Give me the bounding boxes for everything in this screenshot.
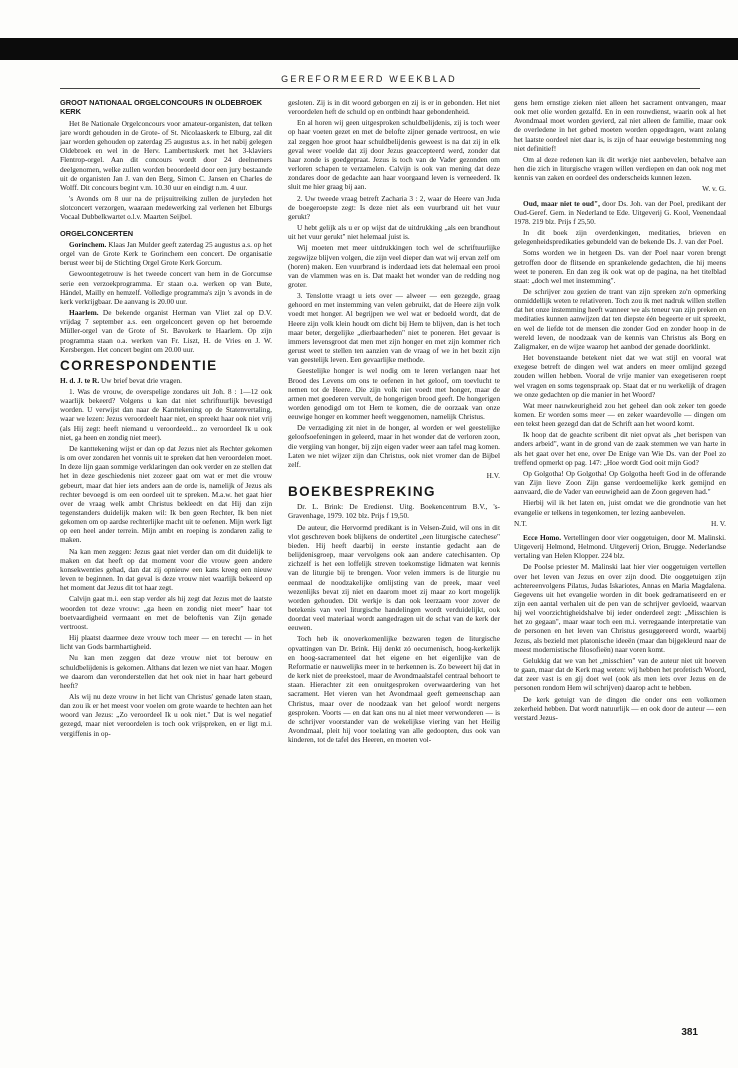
paragraph: 1. Was de vrouw, de overspelige zondares uit Joh. 8 : 1—12 ook waarlijk bekeerd? Volgens u kan dat niet schriftuurlijk bevestigd worden. U verwijst dan naar de Kanttekening op de Statenvertaling, waar we lezen: Jezus veroordeelt haar niet, en spreekt haar ook niet vrij (als Hij zegt: heeft niemand u veroordeeld... zo veroordeel Ik u ook niet, ga heen en zondig niet meer). (60, 386, 272, 442)
header-rule (60, 88, 700, 89)
column-3 (514, 98, 726, 1018)
paragraph: Gelukkig dat we van het „misschien" van de auteur niet uit hoeven te gaan, maar dat de Kerk mag weten: wij hebben het profetisch Woord, dat zeer vast is en gij doet wel (ook als men iets over Jezus en de personen rondom Hem wil schrijven) daarop acht te hebben. (514, 655, 726, 693)
paragraph: Na kan men zeggen: Jezus gaat niet verder dan om dit duidelijk te maken en dat heeft op dat moment voor die vrouw geen andere konsekwenties gehad, dan dat zij opnieuw een kans kreeg een nieuw leven te beginnen. In dat geval is deze vrouw niet waarlijk bekeerd op het moment dat Jezus dit tot haar zegt. (60, 546, 272, 593)
paragraph: De schrijver zou gezien de trant van zijn spreken zo'n opmerking onmiddellijk weten te relativeren. Toch zou ik met nadruk willen stellen dat het onze instemming heeft wanneer we als teneur van zijn preken en meditaties kunnen aanwijzen dat ten diepste één begeerte er uit spreekt, en wel de liefde tot de mensen die zonder God en zonder hoop in de wereld leven, de noodzaak van de kennis van Christus als Borg en Zaligmaker, en de wijze waarop het aanbod der genade doorklinkt. (514, 286, 726, 351)
text: door Ds. Joh. van der Poel, predikant der Oud-Geref. Gem. in Nederland te Ede. Uitgeverij G. Kool, Veenendaal 1978. 219 blz. Prijs f 25,50. (514, 198, 726, 226)
paragraph: Gewoontegetrouw is het tweede concert van hem in de Gorcumse serie een verzoekprogramma. Er staan o.a. werken op van Bute, Händel, Mailly en hemzelf. Volledige programma's zijn 's avonds in de kerk verkrijgbaar. De aanvang is 20.00 uur. (60, 269, 272, 306)
text: Vertellingen door vier ooggetuigen, door M. Malinski. Uitgeverij Helmond, Helmond. Uitgeverij Orion, Brugge. Nederlandse vertaling van Helen Klopper. 224 blz. (514, 532, 726, 561)
text: De bekende organist Herman van Vliet zal op D.V. vrijdag 7 september a.s. een orgelconcert geven op het beroemde Müller-orgel van de Grote of St. Bavokerk te Haarlem. Op zijn programma staan o.a. werken van Fr. Liszt, H. de Vries en J. W. Kersbergen. Het concert begint om 20.00 uur. (60, 308, 272, 354)
paragraph: 's Avonds om 8 uur na de prijsuitreiking zullen de juryleden het slotconcert verzorgen, waaraan medewerking zal verlenen het Elburgs Vocaal Dubbelkwartet o.l.v. Maarten Seijbel. (60, 194, 272, 222)
paragraph: Hij plaatst daarmee deze vrouw toch meer — en terecht — in het licht van Gods barmhartigheid. (60, 633, 272, 652)
paragraph: 3. Tenslotte vraagt u iets over — alweer — een gezegde, graag gehoord en met instemming van velen gebruikt, dat de Heere zijn volk voedt met honger. Al begrijpen we wel wat er bedoeld wordt, dat de Heere zijn volk klein houdt om dicht bij Hem te blijven, dan is het toch maar beter, dergelijke „dierbaarheden" niet te poneren. Het gevaar is immers levensgroot dat men met zijn honger en met zijn kommer rich gerust weet te stellen ten aanzien van de vraag of we in het bezit zijn van geestelijk leven. Een gevaarlijke methode. (288, 291, 500, 365)
paragraph: U hebt gelijk als u er op wijst dat de uitdrukking „als een brandhout uit het vuur gerukt" niet helemaal juist is. (288, 223, 500, 242)
paragraph: De kerk getuigt van de dingen die onder ons een volkomen zekerheid hebben. Dat wordt natuurlijk — en ook door de auteur — een verstard Jezus- (514, 694, 726, 722)
paragraph: Toch heb ik onoverkomenlijke bezwaren tegen de liturgische opvattingen van Dr. Brink. Hij denkt zó oecumenisch, hoog-kerkelijk en hoog-sacramenteel dat het eigene en het eigenlijke van de Reformatie er nauwelijks meer in te herkennen is. Zo beweert hij dat in de kerk niet de preekstoel, maar de Avondmaalstafel centraal behoort te staan. Hierachter zit een onuitgesproken overwaardering van het sacrament. Het vieren van het Avondmaal geeft gemeenschap aan Christus, maar over de noodzaak van het geloof wordt nergens gesproken. Voorts — en dat kan ons nu al niet meer verwonderen — is de schrijver voorstander van de wekelijkse viering van het Heilig Avondmaal, pleit hij voor toelating van alle gedoopten, dus ook van kinderen, tot de tafel des Heeren, en moeten vol- (288, 634, 500, 745)
paragraph: Geestelijke honger is wel nodig om te leren verlangen naar het Brood des Levens om ons te oefenen in het geloof, om toevlucht te nemen tot de Heere. Die zijn volk niet voedt met honger, maar de armen met goederen vervult, de hongerigen brood geeft. De hongerigen worden genodigd om tot Hem te komen, die de oorzaak van onze eeuwige honger en kommer heeft weggenomen, namelijk Christus. (288, 366, 500, 422)
paragraph: 2. Uw tweede vraag betreft Zacharia 3 : 2, waar de Heere van Juda de boegeroepste zegt: Is deze niet als een vuurbrand uit het vuur gerukt? (288, 193, 500, 221)
running-head: GEREFORMEERD WEEKBLAD (281, 74, 457, 84)
paragraph: Wat meer nauwkeurigheid zou het geheel dan ook zeker ten goede komen. Er worden soms meer — en zeker waardevolle — dingen om een tekst heen gezegd dan dat de Schrift aan het woord komt. (514, 400, 726, 429)
paragraph: Op Golgotha! Op Golgotha! Op Golgotha heeft God in de offerande van Zijn lieve Zoon Zijn ganse verdoemelijke kerk gemijnd en aanvaard, die de Vader van eeuwigheid aan de Zoon gegeven had." (514, 468, 726, 497)
signature-hv: H.V. (486, 471, 500, 481)
paragraph: De Poolse priester M. Malinski laat hier vier ooggetuigen vertellen over het leven van Jezus en over zijn dood. Die ooggetuigen zijn achtereenvolgens Pilatus, Judas Iskariotes, Annas en Maria Magdalena. Gegevens uit het evangelie worden in dit boek gedramatiseerd en er zijn een aantal verhalen uit de pen van de schrijver gevloeid, waarvan hij wel voorzichtigheidshalve bij ieder onderdeel zegt: „Misschien is het zo gegaan", maar waar toch een m.i. verregaande interpretatie van de personen en het leven van Christus gesuggereerd wordt, waarbij Jezus, als bezield met platonische ideeën (maar dan bijgekleurd naar de meest modernistische filosofieën) naar voren komt. (514, 562, 726, 654)
heading-boekbespreking: BOEKBESPREKING (288, 484, 436, 500)
paragraph: Ik hoop dat de geachte scribent dit niet opvat als „het berispen van anders arbeid", want in de grond van de zaak stemmen we van harte in als het gaat over het ene, over De Enige van Wie Ds. van der Poel zo treffend opmerkt op pag. 147: „Hoe wordt God ooit mijn God? (514, 430, 726, 467)
review-title-oud (514, 199, 726, 226)
paragraph: Wij moeten met meer uitdrukkingen toch wel de schriftuurlijke zegswijze blijven volgen, die zijn veel dieper dan wat wij ervan zelf om (horen) maken. Een vuurbrand is inderdaad iets dat helemaal een prooi van de vlammen was en is. Dat maakt het wonder van de redding nog groter. (288, 243, 500, 289)
paragraph: Als wij nu deze vrouw in het licht van Christus' genade laten staan, dan zou ik er het meest voor voelen om grote waarde te hechten aan het woord van Jezus: „Zo veroordeel Ik u ook niet." Dat is wel negatief gezegd, maar niet veroordelen is toch ook vrijspreken, en er ligt m.i. vergiffenis in op- (60, 691, 272, 738)
paragraph-gorinchem (60, 240, 272, 267)
paragraph: En al horen wij geen uitgesproken schuldbelijdenis, zij is toch weer op haar voeten gezet en met de belofte zijner genade vertroost, en wie zal zeggen hoe groot haar schuldbelijdenis geweest is na dat zij in elk geval weer voelde dat zij door Jezus geaccepteerd werd, zonder dat haar zonde is goedgepraat. Jezus is toch van de Vader gezonden om verloren schapen te verzamelen. Calvijn is ook van mening dat deze zondares door de gedachte aan haar voorgaand leven is verneederd. Ik sluit me hier graag bij aan. (288, 118, 500, 192)
top-black-bar (0, 38, 738, 60)
paragraph: Het bovenstaande betekent niet dat we wat stijl en vooral wat exegese betreft de dingen wel wat anders en meer omlijnd gezegd zouden willen hebben. Vooral de vrije manier van exegetiseren roept wel vragen en soms tegenspraak op. Staat dat er nu werkelijk of dragen we onze gedachten op die manier in het Woord? (514, 353, 726, 399)
paragraph: De verzadiging zit niet in de honger, al worden er wel geestelijke geloofsoefeningen in geleerd, maar in het wonder dat de verloren zoon, die vergiing van honger, bij zijn eigen vader weer aan tafel mag komen. Laten we niet wijzer zijn dan Christus, ook niet vromer dan de Bijbel zelf. (288, 423, 500, 469)
correspondent-initials: H. d. J. te R. (60, 375, 100, 385)
heading-correspondentie: CORRESPONDENTIE (60, 357, 218, 373)
review-title-oud-bold: Oud, maar niet te oud", (523, 198, 600, 208)
lead-gorinchem: Gorinchem. (69, 239, 107, 249)
paragraph: Hierbij wil ik het laten en, juist omdat we die grondnotie van het evangelie er telkens in tegenkomen, ter lezing aanbevelen. (514, 498, 726, 517)
text: Uw brief bevat drie vragen. (99, 375, 182, 385)
signature-nt: N.T. (514, 518, 527, 528)
paragraph: Calvijn gaat m.i. een stap verder als hij zegt dat Jezus met de laatste woorden tot deze vrouw: „ga heen en zondig niet meer" haar tot boetvaardigheid vermaant en met de beloftenis van Zijn genade vertroost. (60, 594, 272, 631)
review-title-ecce-bold: Ecce Homo. (523, 532, 562, 542)
page-number: 381 (681, 1027, 698, 1038)
paragraph: In dit boek zijn overdenkingen, meditaties, brieven en gelegenheidspredikaties gebundeld van de bekende Ds. J. van der Poel. (514, 228, 726, 247)
paragraph: Om al deze redenen kan ik dit werkje niet aanbevelen, behalve aan hen die zich in liturgische vragen willen verdiepen en dan ook nog met kennis van zaken en oordeel des onderscheids kunnen lezen. (514, 154, 726, 183)
column-1 (60, 98, 272, 1018)
paragraph: De auteur, die Hervormd predikant is in Velsen-Zuid, wil ons in dit vlot geschreven boek blijkens de ondertitel „een liturgische catechese" bieden. Hij heeft daarbij in eerste instantie gedacht aan de belijdenisgroep, maar vervolgens ook aan andere catechisanten. Op zichzelf is het een loffelijk streven toekomstige lidmaten wat kennis van de liturgie bij te brengen. Voor velen immers is de liturgie nu eenmaal de noodzakelijke omlijsting van de preek, maar veel wezenlijks bevat zij niet en daarom moet zij maar zo kort mogelijk worden gehouden. Dit werkje is dan ook leerzaam voor zover de betekenis van veel liturgische handelingen wordt verduidelijkt, ook doordat veel materiaal wordt aangedragen uit de schat van de kerk der eeuwen. (288, 522, 500, 633)
signature-hv: H. V. (710, 518, 726, 528)
heading-orgelconcerten: ORGELCONCERTEN (60, 228, 134, 238)
paragraph: Soms worden we in hetgeen Ds. van der Poel naar voren brengt getroffen door de flitsende en sprankelende gedachten, die hij meens weet te poneren. En dan zeg ik ook wat op de pagina, na het titelblad staat: „doch wel met instemming". (514, 248, 726, 285)
signature-row (514, 519, 726, 528)
signature-wvg: W. v. G. (702, 184, 726, 194)
paragraph: Het 8e Nationale Orgelconcours voor amateur-organisten, dat telken jare wordt gehouden in de Grote- of St. Nicolaaskerk te Elburg, zal dit jaar worden gehouden op zaterdag 25 augustus a.s. in het nabij gelegen Oldebroek en wel in de Herv. Lambertuskerk met het 3-klaviers Flentrop-orgel. Aan dit concours wordt door 24 deelnemers deelgenomen, welke zullen worden beoordeeld door een jury bestaande uit de organisten Jan J. van den Berg, Simon C. Jansen en Charles de Wolff. Dit concours begint v.m. 10.30 uur en eindigt n.m. 4 uur. (60, 118, 272, 192)
heading-orgelconcours: GROOT NATIONAAL ORGELCONCOURS IN OLDEBROEK KERK (60, 98, 263, 117)
text: Klaas Jan Mulder geeft zaterdag 25 augustus a.s. op het orgel van de Grote Kerk te Gorinchem een concert. De organisatie berust weer bij de Stichting Orgel Grote Kerk Gorcum. (60, 239, 272, 268)
paragraph: Nu kan men zeggen dat deze vrouw niet tot berouw en schuldbelijdenis is gekomen. Althans dat lezen we niet van haar. Mogen we daarom dan veronderstellen dat het ook niet in haar hart gebeurd heeft? (60, 653, 272, 690)
paragraph: De kanttekening wijst er dan op dat Jezus niet als Rechter gekomen is om over zondaren het vonnis uit te spreken dat hen veroordelen moet. In deze lijn gaan sommige verklaringen dan ook verder en ze stellen dat het in deze geschiedenis niet zozeer gaat om wat er met die vrouw gebeurt, maar dat hier iets anders aan de orde is, namelijk of Jezus als rechter bevoegd is om een oordeel uit te spreken. M.a.w. het gaat hier over de vraag welk ambt Christus bekleedt en dat Hij dan zijn tegenstanders duidelijk maken wil: Ik ben geen Rechter, Ik ben niet gekomen om op aardse rechterlijke macht uit te oefenen. Mijn werk ligt op een heel ander terrein. Mijn ambt en roeping is zondaren zalig te maken. (60, 443, 272, 545)
paragraph: gens hem ernstige zieken niet alleen het sacrament ontvangen, maar ook met olie worden gezalfd. En in een rouwdienst, waarin ook al het Avondmaal moet worden gevierd, zal niet alleen de familie, maar ook de overledene in het gebed moeten worden opgedragen, want zolang het laatste oordeel niet daar is, is zijn of haar eeuwige bestemming nog niet definitief! (514, 98, 726, 153)
paragraph: gesloten. Zij is in dit woord geborgen en zij is er in gebonden. Het niet veroordelen heft de schuld op en ontbindt haar gebondenheid. (288, 98, 500, 117)
review-title-eredienst: Dr. L. Brink: De Eredienst. Uitg. Boekencentrum B.V., 's-Gravenhage, 1979. 102 blz. Prijs f 19,50. (288, 502, 500, 521)
lead-haarlem: Haarlem. (69, 308, 99, 318)
review-title-ecce-homo (514, 533, 726, 560)
column-2 (288, 98, 500, 1018)
paragraph-correspondent (60, 376, 272, 385)
paragraph-haarlem (60, 308, 272, 354)
